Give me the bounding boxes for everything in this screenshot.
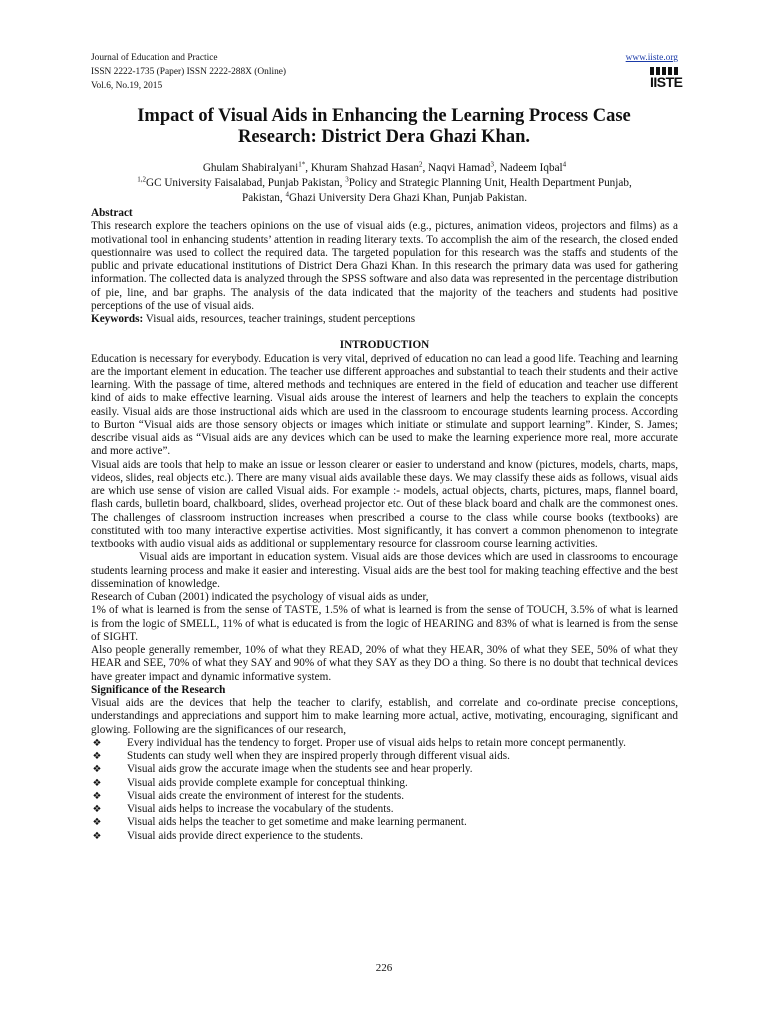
bullet-diamond-icon: ❖ <box>92 830 102 842</box>
intro-paragraph: 1% of what is learned is from the sense of TASTE, 1.5% of what is learned is from the sense of TOUCH, 3.5% of what is learned is from the logic of SMELL, 11% of what is educated is from the logic of HEARING and 83% of what is learned is from the sense of SIGHT. <box>91 604 678 643</box>
introduction-heading: INTRODUCTION <box>339 339 430 352</box>
intro-paragraph: Education is necessary for everybody. Education is very vital, deprived of education no can lead a good life. Teaching and learning are the important element in education. The teacher use different approaches and substantial to teach their students and their active learning. With the passage of time, altered methods and techniques are entered in the field of education and teacher use different kind of aids to make effective learning. Visual aids arouse the interest of learners and help the teachers to explain the concepts easily. Visual aids are those instructional aids which are used in the classroom to encourage students learning process. According to Burton “Visual aids are those sensory objects or images which initiate or stimulate and support learning”. Kinder, S. James; describe visual aids as “Visual aids are any devices which can be used to make the learning experience more real, more accurate and more active”. <box>91 352 678 458</box>
list-item-text: Visual aids grow the accurate image when the students see and hear properly. <box>127 763 473 776</box>
list-item-text: Visual aids provide complete example for conceptual thinking. <box>127 776 408 789</box>
list-item <box>91 790 678 803</box>
list-item-text: Visual aids helps to increase the vocabulary of the students. <box>127 803 394 815</box>
intro-paragraph: Also people generally remember, 10% of what they READ, 20% of what they HEAR, 30% of what they SEE, 50% of what they HEAR and SEE, 70% of what they SAY and 90% of what they SAY as they DO a thing. So there is no doubt that technical devices have greater impact and dynamic informative system. <box>91 644 678 683</box>
journal-header <box>91 51 683 93</box>
list-item <box>91 750 678 763</box>
list-item-text: Visual aids provide direct experience to the students. <box>127 829 364 842</box>
author-names: Ghulam Shabiralyani$^{1*}$, Khuram Shahzad Hasan$^2$, Naqvi Hamad$^3$, Nadeem Iqbal$^4$ <box>202 160 567 174</box>
abstract-text: This research explore the teachers opinions on the use of visual aids (e.g., pictures, animation videos, projectors and films) as a motivational tool in enhancing students’ attention in reading literary texts. To accomplish the aim of the research, the closed ended questionnaire was used to collect the required data. The targeted population for this research was the staffs and students of the public and private educational institutions of District Dera Ghazi Khan. In this research the primary data was used for gathering information. The collected data is analyzed through the SPSS software and also data was represented in the percentage distribution of pie, line, and bar graphs. The analysis of the data indicated that the majority of the teachers and students had positive perceptions of the use of visual aids. <box>91 220 678 312</box>
issn: ISSN 2222-1735 (Paper) ISSN 2222-288X (Online) <box>91 67 287 77</box>
list-item-text: Visual aids helps the teacher to get sometime and make learning permanent. <box>127 816 467 829</box>
author-block <box>91 161 678 206</box>
list-item <box>91 777 678 790</box>
page-number: 226 <box>375 962 393 974</box>
keywords <box>91 313 678 326</box>
list-item-text: Students can study well when they are inspired properly through different visual aids. <box>127 750 510 762</box>
affiliation-line-1: $^{1,2}$GC University Faisalabad, Punjab Pakistan, $^3$Policy and Strategic Planning Unit, Health Department Punjab, <box>137 175 632 189</box>
bullet-diamond-icon: ❖ <box>92 790 102 802</box>
journal-url-link[interactable]: www.iiste.org <box>625 53 678 63</box>
iiste-logo <box>650 67 683 91</box>
list-item <box>91 830 678 843</box>
bullet-diamond-icon: ❖ <box>92 764 102 776</box>
intro-paragraph: Research of Cuban (2001) indicated the psychology of visual aids as under, <box>91 591 429 603</box>
paper-body <box>91 207 678 843</box>
bullet-diamond-icon: ❖ <box>92 817 102 829</box>
list-item-text: Visual aids create the environment of interest for the students. <box>127 789 405 802</box>
list-item <box>91 737 678 750</box>
bullet-diamond-icon: ❖ <box>92 777 102 789</box>
bullet-diamond-icon: ❖ <box>92 737 102 749</box>
keywords-list: Visual aids, resources, teacher trainings, student perceptions <box>143 313 416 325</box>
volume: Vol.6, No.19, 2015 <box>91 81 163 91</box>
bullet-diamond-icon: ❖ <box>92 804 102 815</box>
logo-text: IISTE <box>650 74 683 90</box>
journal-name: Journal of Education and Practice <box>91 53 218 63</box>
list-item <box>91 803 678 816</box>
significance-heading: Significance of the Research <box>91 683 226 696</box>
bullet-diamond-icon: ❖ <box>92 751 102 762</box>
abstract-heading: Abstract <box>91 207 133 219</box>
significance-intro: Visual aids are the devices that help the teacher to clarify, establish, and correlate and co-ordinate precise conceptions, understandings and appreciations and support him to make learning more actual, active, motivating, encouraging, significant and glowing. Following are the significances of our research, <box>91 697 678 736</box>
paper-title <box>80 106 688 148</box>
intro-paragraph: Visual aids are important in education system. Visual aids are those devices which are used in classrooms to encourage students learning process and make it easier and interesting. Visual aids are the best tool for making teaching effective and the best dissemination of knowledge. <box>91 551 678 590</box>
list-item-text: Every individual has the tendency to forget. Proper use of visual aids helps to retain more concept permanently. <box>127 736 626 749</box>
title-line-2: Research: District Dera Ghazi Khan. <box>237 127 530 147</box>
list-item <box>91 816 678 829</box>
list-item <box>91 763 678 776</box>
affiliation-line-2: Pakistan, $^4$Ghazi University Dera Ghazi Khan, Punjab Pakistan. <box>241 190 527 204</box>
keywords-label: Keywords: <box>91 313 144 325</box>
intro-paragraph: Visual aids are tools that help to make an issue or lesson clearer or easier to understand and know (pictures, models, charts, maps, videos, slides, real objects etc.). There are many visual aids available these days. We may classify these aids as follows, visual aids are which use sense of vision are called Visual aids. For example :- models, actual objects, charts, pictures, maps, flannel board, flash cards, bulletin board, chalkboard, slides, overhead projector etc. Out of these black board and chalk are the commonest ones. The challenges of classroom instruction increases when prescribed a course to the class while course books (textbooks) are constituted with too many interactive expertise activities. Most significantly, it has convert a common phenomenon to integrate textbooks with audio visual aids as additional or supplementary resource for classroom course learning activities. <box>91 458 678 550</box>
title-line-1: Impact of Visual Aids in Enhancing the Learning Process Case <box>137 106 631 126</box>
significance-list <box>91 737 678 843</box>
